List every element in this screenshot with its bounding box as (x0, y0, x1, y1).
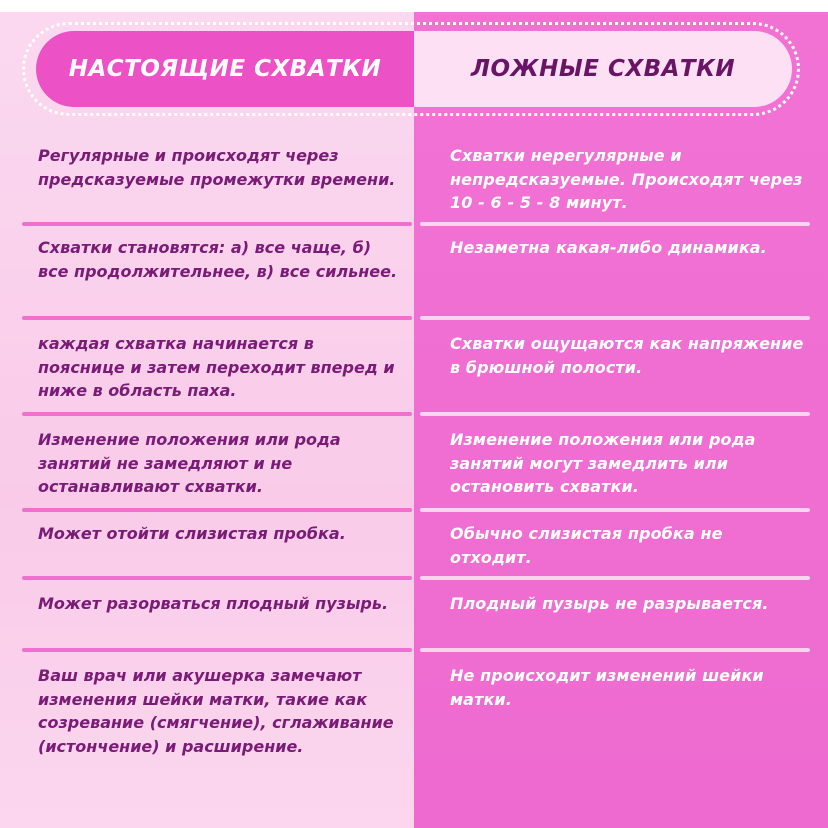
header-right-title: ЛОЖНЫЕ СХВАТКИ (470, 56, 736, 82)
row-divider (22, 316, 412, 320)
row-divider (420, 648, 810, 652)
header-true-contractions (36, 31, 414, 107)
false-contraction-text: Схватки ощущаются как напряжение в брюшной полости. (450, 334, 804, 377)
row-divider (22, 576, 412, 580)
header-pill (36, 31, 792, 107)
row-divider (420, 222, 810, 226)
false-contraction-text: Не происходит изменений шейки матки. (450, 666, 764, 709)
true-contraction-text: Может разорваться плодный пузырь. (38, 594, 389, 613)
false-contraction-text: Плодный пузырь не разрывается. (450, 594, 769, 613)
row-divider (22, 222, 412, 226)
row-divider (22, 412, 412, 416)
top-strip (0, 0, 828, 12)
row-divider (420, 508, 810, 512)
true-contraction-text: каждая схватка начинается в пояснице и затем переходит вперед и ниже в область паха. (38, 334, 395, 400)
true-contraction-text: Регулярные и происходят через предсказуемые промежутки времени. (38, 146, 396, 189)
true-contraction-text: Может отойти слизистая пробка. (38, 524, 346, 543)
true-contraction-text: Схватки становятся: а) все чаще, б) все продолжительнее, в) все сильнее. (38, 238, 398, 281)
row-divider (420, 412, 810, 416)
true-contraction-text: Ваш врач или акушерка замечают изменения шейки матки, такие как созревание (смягчение), сглаживание (истончение) и расширение. (38, 666, 394, 756)
row-divider (420, 316, 810, 320)
header-false-contractions (414, 31, 792, 107)
row-divider (420, 576, 810, 580)
true-contraction-text: Изменение положения или рода занятий не замедляют и не останавливают схватки. (38, 430, 341, 496)
row-divider (22, 508, 412, 512)
false-contraction-text: Схватки нерегулярные и непредсказуемые. Происходят через 10 - 6 - 5 - 8 минут. (450, 146, 803, 212)
false-contraction-text: Обычно слизистая пробка не отходит. (450, 524, 723, 567)
header-left-title: НАСТОЯЩИЕ СХВАТКИ (68, 56, 382, 82)
row-divider (22, 648, 412, 652)
false-contraction-text: Незаметна какая-либо динамика. (450, 238, 767, 257)
false-contraction-text: Изменение положения или рода занятий могут замедлить или остановить схватки. (450, 430, 756, 496)
